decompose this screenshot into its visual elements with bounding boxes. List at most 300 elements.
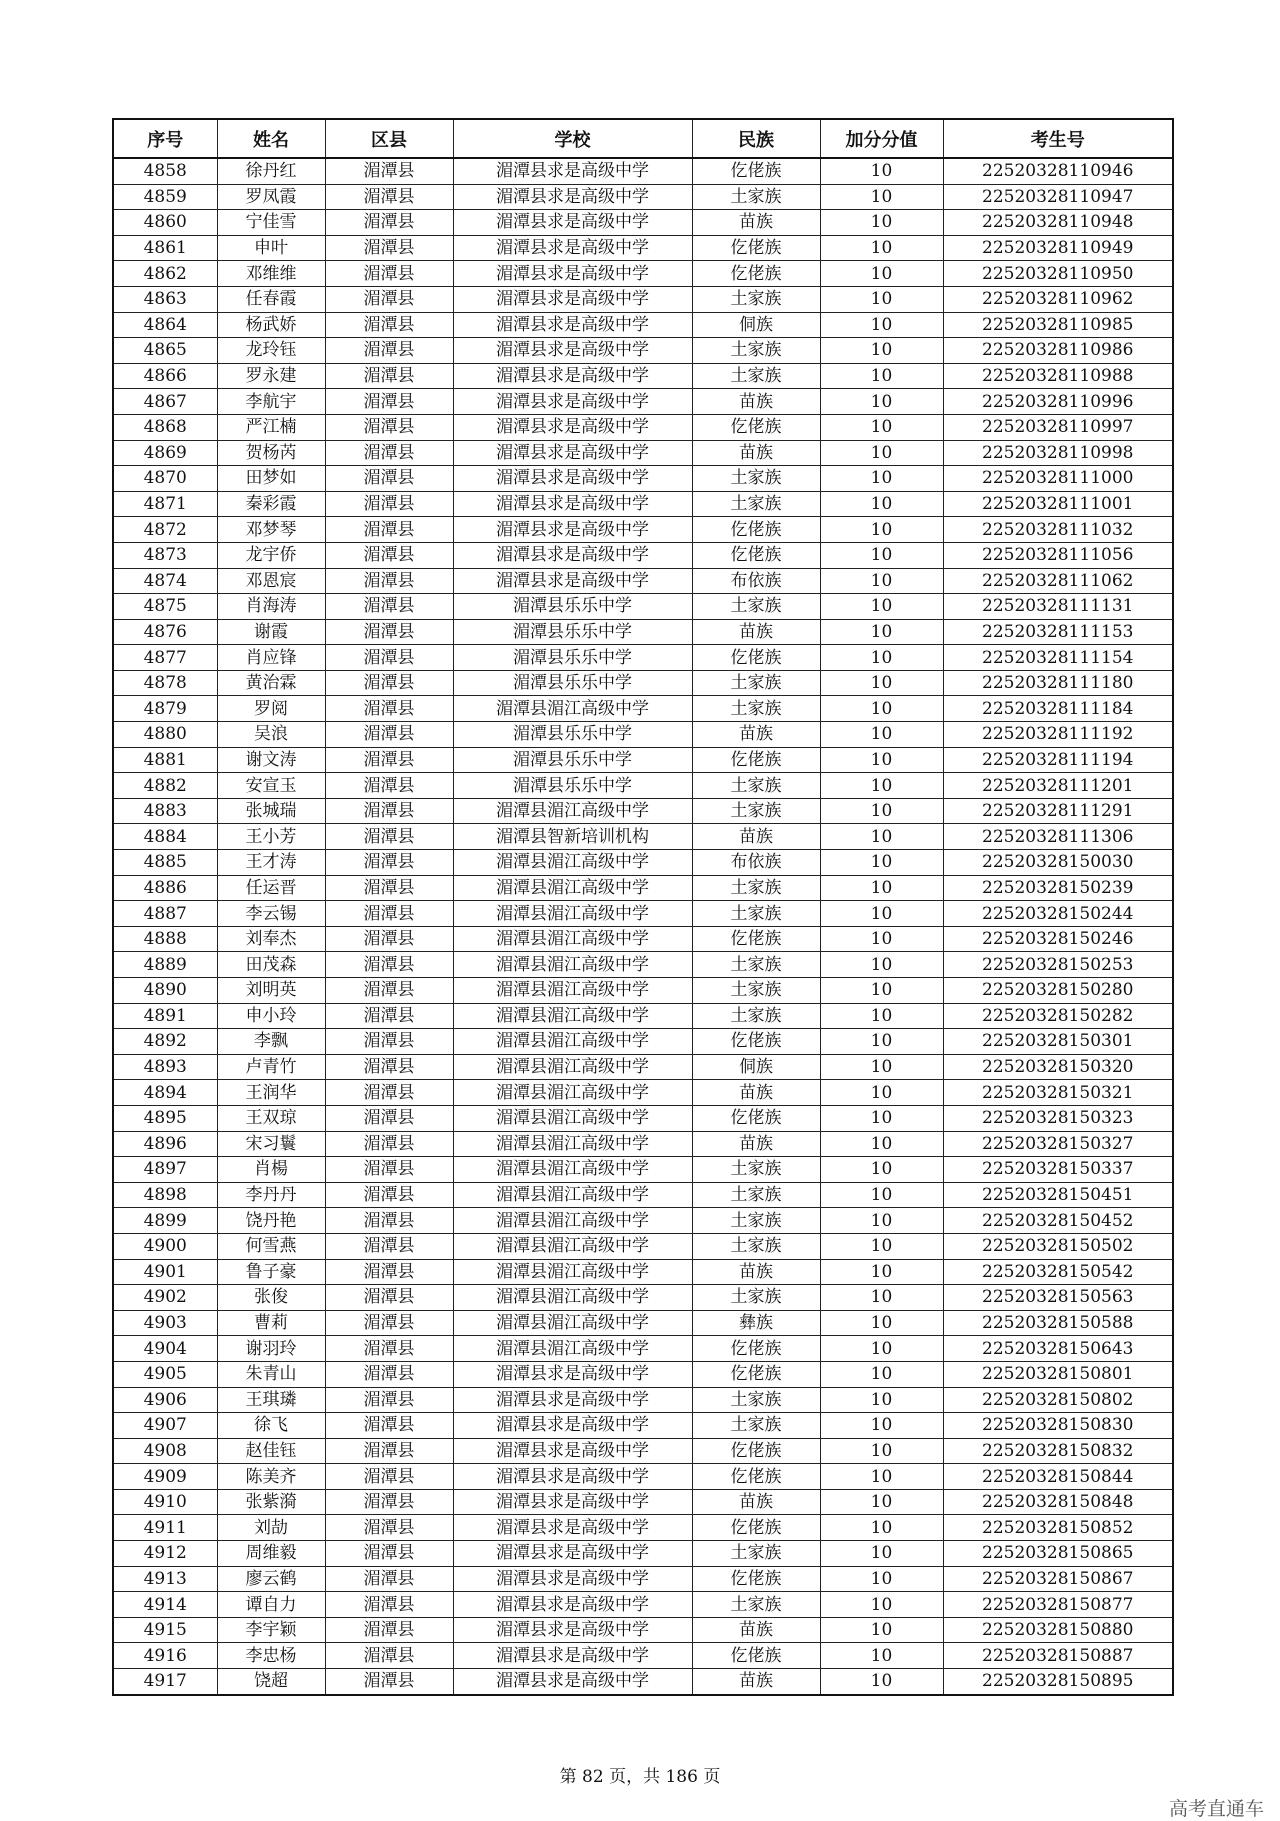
cell-index: 4876: [113, 619, 217, 645]
cell-county: 湄潭县: [325, 1617, 453, 1643]
cell-bonus-points: 10: [820, 1336, 943, 1362]
cell-name: 徐飞: [217, 1413, 325, 1439]
cell-exam-number: 22520328110946: [943, 158, 1173, 184]
cell-index: 4917: [113, 1669, 217, 1695]
cell-school: 湄潭县求是高级中学: [453, 363, 692, 389]
cell-ethnicity: 彝族: [692, 1310, 820, 1336]
table-row: [113, 926, 1173, 952]
cell-county: 湄潭县: [325, 338, 453, 364]
cell-ethnicity: 侗族: [692, 1054, 820, 1080]
cell-name: 宋习鬟: [217, 1131, 325, 1157]
cell-index: 4859: [113, 184, 217, 210]
table-row: [113, 414, 1173, 440]
cell-name: 曹莉: [217, 1310, 325, 1336]
cell-county: 湄潭县: [325, 491, 453, 517]
cell-name: 龙玲钰: [217, 338, 325, 364]
cell-bonus-points: 10: [820, 338, 943, 364]
table-row: [113, 1105, 1173, 1131]
cell-ethnicity: 仡佬族: [692, 1643, 820, 1669]
cell-name: 罗阅: [217, 696, 325, 722]
table-row: [113, 1489, 1173, 1515]
cell-ethnicity: 侗族: [692, 312, 820, 338]
cell-school: 湄潭县求是高级中学: [453, 466, 692, 492]
cell-county: 湄潭县: [325, 850, 453, 876]
cell-ethnicity: 仡佬族: [692, 414, 820, 440]
cell-bonus-points: 10: [820, 1387, 943, 1413]
table-row: [113, 1310, 1173, 1336]
cell-exam-number: 22520328150830: [943, 1413, 1173, 1439]
cell-county: 湄潭县: [325, 1157, 453, 1183]
cell-school: 湄潭县湄江高级中学: [453, 1285, 692, 1311]
cell-ethnicity: 土家族: [692, 1157, 820, 1183]
cell-exam-number: 22520328150865: [943, 1541, 1173, 1567]
cell-name: 饶丹艳: [217, 1208, 325, 1234]
cell-index: 4883: [113, 798, 217, 824]
cell-name: 刘奉杰: [217, 926, 325, 952]
cell-bonus-points: 10: [820, 286, 943, 312]
cell-name: 李忠杨: [217, 1643, 325, 1669]
cell-exam-number: 22520328111000: [943, 466, 1173, 492]
cell-exam-number: 22520328110986: [943, 338, 1173, 364]
cell-bonus-points: 10: [820, 978, 943, 1004]
cell-county: 湄潭县: [325, 1413, 453, 1439]
cell-exam-number: 22520328110947: [943, 184, 1173, 210]
cell-name: 刘劼: [217, 1515, 325, 1541]
table-row: [113, 1387, 1173, 1413]
cell-index: 4914: [113, 1592, 217, 1618]
cell-school: 湄潭县湄江高级中学: [453, 1131, 692, 1157]
column-header-index: 序号: [113, 119, 217, 158]
cell-county: 湄潭县: [325, 1438, 453, 1464]
cell-index: 4880: [113, 722, 217, 748]
cell-county: 湄潭县: [325, 1285, 453, 1311]
cell-exam-number: 22520328111001: [943, 491, 1173, 517]
cell-county: 湄潭县: [325, 926, 453, 952]
cell-index: 4863: [113, 286, 217, 312]
cell-index: 4911: [113, 1515, 217, 1541]
cell-index: 4898: [113, 1182, 217, 1208]
cell-exam-number: 22520328150867: [943, 1566, 1173, 1592]
table-row: [113, 824, 1173, 850]
cell-exam-number: 22520328111184: [943, 696, 1173, 722]
cell-index: 4900: [113, 1233, 217, 1259]
cell-county: 湄潭县: [325, 1080, 453, 1106]
cell-county: 湄潭县: [325, 1566, 453, 1592]
cell-ethnicity: 土家族: [692, 1413, 820, 1439]
cell-index: 4905: [113, 1361, 217, 1387]
table-row: [113, 1361, 1173, 1387]
cell-index: 4874: [113, 568, 217, 594]
cell-index: 4889: [113, 952, 217, 978]
table-row: [113, 1029, 1173, 1055]
cell-bonus-points: 10: [820, 184, 943, 210]
cell-county: 湄潭县: [325, 1464, 453, 1490]
cell-school: 湄潭县湄江高级中学: [453, 1208, 692, 1234]
cell-name: 饶超: [217, 1669, 325, 1695]
cell-school: 湄潭县求是高级中学: [453, 261, 692, 287]
table-row: [113, 1541, 1173, 1567]
cell-ethnicity: 土家族: [692, 798, 820, 824]
cell-school: 湄潭县乐乐中学: [453, 722, 692, 748]
cell-index: 4884: [113, 824, 217, 850]
cell-county: 湄潭县: [325, 1054, 453, 1080]
cell-name: 张俊: [217, 1285, 325, 1311]
cell-name: 李航宇: [217, 389, 325, 415]
cell-school: 湄潭县求是高级中学: [453, 1515, 692, 1541]
cell-index: 4862: [113, 261, 217, 287]
cell-bonus-points: 10: [820, 594, 943, 620]
cell-index: 4915: [113, 1617, 217, 1643]
cell-school: 湄潭县求是高级中学: [453, 338, 692, 364]
cell-bonus-points: 10: [820, 722, 943, 748]
cell-name: 王才涛: [217, 850, 325, 876]
cell-exam-number: 22520328111154: [943, 645, 1173, 671]
watermark-text: 高考直通车: [1168, 1798, 1264, 1820]
table-row: [113, 1285, 1173, 1311]
cell-ethnicity: 仡佬族: [692, 261, 820, 287]
cell-county: 湄潭县: [325, 158, 453, 184]
cell-school: 湄潭县求是高级中学: [453, 1361, 692, 1387]
cell-exam-number: 22520328111194: [943, 747, 1173, 773]
cell-name: 刘明英: [217, 978, 325, 1004]
cell-index: 4870: [113, 466, 217, 492]
cell-ethnicity: 布依族: [692, 850, 820, 876]
cell-bonus-points: 10: [820, 1669, 943, 1695]
cell-bonus-points: 10: [820, 517, 943, 543]
cell-name: 周维毅: [217, 1541, 325, 1567]
cell-bonus-points: 10: [820, 414, 943, 440]
cell-county: 湄潭县: [325, 1643, 453, 1669]
cell-exam-number: 22520328111032: [943, 517, 1173, 543]
cell-bonus-points: 10: [820, 1182, 943, 1208]
cell-ethnicity: 仡佬族: [692, 1566, 820, 1592]
cell-school: 湄潭县湄江高级中学: [453, 1182, 692, 1208]
cell-name: 李飘: [217, 1029, 325, 1055]
cell-name: 田梦如: [217, 466, 325, 492]
cell-school: 湄潭县求是高级中学: [453, 158, 692, 184]
cell-ethnicity: 仡佬族: [692, 747, 820, 773]
cell-exam-number: 22520328150280: [943, 978, 1173, 1004]
cell-school: 湄潭县湄江高级中学: [453, 901, 692, 927]
cell-school: 湄潭县湄江高级中学: [453, 798, 692, 824]
cell-county: 湄潭县: [325, 722, 453, 748]
cell-bonus-points: 10: [820, 1643, 943, 1669]
cell-ethnicity: 仡佬族: [692, 542, 820, 568]
table-row: [113, 978, 1173, 1004]
cell-ethnicity: 土家族: [692, 952, 820, 978]
cell-exam-number: 22520328110949: [943, 235, 1173, 261]
cell-name: 徐丹红: [217, 158, 325, 184]
cell-name: 李丹丹: [217, 1182, 325, 1208]
table-row: [113, 722, 1173, 748]
cell-county: 湄潭县: [325, 619, 453, 645]
cell-exam-number: 22520328150502: [943, 1233, 1173, 1259]
table-row: [113, 286, 1173, 312]
cell-county: 湄潭县: [325, 875, 453, 901]
cell-name: 龙宇侨: [217, 542, 325, 568]
table-row: [113, 184, 1173, 210]
cell-ethnicity: 苗族: [692, 1489, 820, 1515]
cell-school: 湄潭县求是高级中学: [453, 491, 692, 517]
cell-bonus-points: 10: [820, 389, 943, 415]
cell-exam-number: 22520328111192: [943, 722, 1173, 748]
table-row: [113, 542, 1173, 568]
cell-county: 湄潭县: [325, 824, 453, 850]
cell-school: 湄潭县求是高级中学: [453, 414, 692, 440]
cell-county: 湄潭县: [325, 286, 453, 312]
cell-name: 谭自力: [217, 1592, 325, 1618]
table-row: [113, 670, 1173, 696]
cell-name: 谢羽玲: [217, 1336, 325, 1362]
cell-county: 湄潭县: [325, 645, 453, 671]
table-row: [113, 1131, 1173, 1157]
cell-index: 4893: [113, 1054, 217, 1080]
cell-bonus-points: 10: [820, 1259, 943, 1285]
cell-county: 湄潭县: [325, 670, 453, 696]
table-row: [113, 1259, 1173, 1285]
cell-name: 肖海涛: [217, 594, 325, 620]
cell-county: 湄潭县: [325, 1669, 453, 1695]
cell-county: 湄潭县: [325, 1259, 453, 1285]
cell-bonus-points: 10: [820, 901, 943, 927]
cell-county: 湄潭县: [325, 542, 453, 568]
cell-index: 4907: [113, 1413, 217, 1439]
cell-index: 4894: [113, 1080, 217, 1106]
cell-index: 4895: [113, 1105, 217, 1131]
cell-bonus-points: 10: [820, 235, 943, 261]
cell-bonus-points: 10: [820, 466, 943, 492]
cell-ethnicity: 土家族: [692, 184, 820, 210]
cell-bonus-points: 10: [820, 1285, 943, 1311]
cell-ethnicity: 土家族: [692, 1285, 820, 1311]
cell-name: 陈美齐: [217, 1464, 325, 1490]
cell-school: 湄潭县求是高级中学: [453, 235, 692, 261]
cell-bonus-points: 10: [820, 1361, 943, 1387]
cell-ethnicity: 土家族: [692, 286, 820, 312]
cell-county: 湄潭县: [325, 1233, 453, 1259]
cell-name: 卢青竹: [217, 1054, 325, 1080]
cell-index: 4879: [113, 696, 217, 722]
cell-index: 4872: [113, 517, 217, 543]
cell-school: 湄潭县求是高级中学: [453, 1617, 692, 1643]
cell-index: 4908: [113, 1438, 217, 1464]
cell-index: 4858: [113, 158, 217, 184]
cell-county: 湄潭县: [325, 1541, 453, 1567]
cell-bonus-points: 10: [820, 1617, 943, 1643]
cell-name: 何雪燕: [217, 1233, 325, 1259]
cell-name: 罗凤霞: [217, 184, 325, 210]
cell-school: 湄潭县求是高级中学: [453, 542, 692, 568]
column-header-county: 区县: [325, 119, 453, 158]
cell-index: 4877: [113, 645, 217, 671]
cell-county: 湄潭县: [325, 1208, 453, 1234]
cell-name: 鲁子豪: [217, 1259, 325, 1285]
cell-exam-number: 22520328110950: [943, 261, 1173, 287]
cell-name: 秦彩霞: [217, 491, 325, 517]
cell-ethnicity: 苗族: [692, 1617, 820, 1643]
cell-school: 湄潭县乐乐中学: [453, 619, 692, 645]
cell-name: 张城瑞: [217, 798, 325, 824]
cell-exam-number: 22520328150542: [943, 1259, 1173, 1285]
cell-school: 湄潭县湄江高级中学: [453, 1259, 692, 1285]
cell-exam-number: 22520328111131: [943, 594, 1173, 620]
cell-index: 4869: [113, 440, 217, 466]
cell-ethnicity: 苗族: [692, 619, 820, 645]
cell-county: 湄潭县: [325, 798, 453, 824]
cell-index: 4892: [113, 1029, 217, 1055]
cell-school: 湄潭县求是高级中学: [453, 389, 692, 415]
cell-exam-number: 22520328150588: [943, 1310, 1173, 1336]
cell-ethnicity: 苗族: [692, 389, 820, 415]
cell-bonus-points: 10: [820, 645, 943, 671]
cell-exam-number: 22520328111153: [943, 619, 1173, 645]
table-row: [113, 952, 1173, 978]
table-row: [113, 491, 1173, 517]
cell-bonus-points: 10: [820, 1105, 943, 1131]
cell-county: 湄潭县: [325, 1131, 453, 1157]
cell-county: 湄潭县: [325, 1182, 453, 1208]
cell-index: 4871: [113, 491, 217, 517]
cell-school: 湄潭县乐乐中学: [453, 645, 692, 671]
cell-index: 4904: [113, 1336, 217, 1362]
cell-name: 李云锡: [217, 901, 325, 927]
cell-exam-number: 22520328150844: [943, 1464, 1173, 1490]
cell-bonus-points: 10: [820, 773, 943, 799]
table-row: [113, 1054, 1173, 1080]
cell-name: 王双琼: [217, 1105, 325, 1131]
cell-ethnicity: 土家族: [692, 1233, 820, 1259]
cell-exam-number: 22520328111056: [943, 542, 1173, 568]
cell-name: 邓梦琴: [217, 517, 325, 543]
cell-school: 湄潭县求是高级中学: [453, 1387, 692, 1413]
cell-ethnicity: 苗族: [692, 1131, 820, 1157]
cell-county: 湄潭县: [325, 1336, 453, 1362]
cell-exam-number: 22520328110962: [943, 286, 1173, 312]
cell-bonus-points: 10: [820, 747, 943, 773]
cell-exam-number: 22520328150801: [943, 1361, 1173, 1387]
cell-school: 湄潭县乐乐中学: [453, 747, 692, 773]
cell-exam-number: 22520328150832: [943, 1438, 1173, 1464]
cell-ethnicity: 仡佬族: [692, 1515, 820, 1541]
cell-county: 湄潭县: [325, 978, 453, 1004]
cell-school: 湄潭县乐乐中学: [453, 670, 692, 696]
cell-county: 湄潭县: [325, 210, 453, 236]
cell-name: 任春霞: [217, 286, 325, 312]
cell-school: 湄潭县求是高级中学: [453, 286, 692, 312]
cell-county: 湄潭县: [325, 517, 453, 543]
cell-index: 4897: [113, 1157, 217, 1183]
table-row: [113, 1669, 1173, 1695]
cell-index: 4882: [113, 773, 217, 799]
cell-ethnicity: 仡佬族: [692, 158, 820, 184]
cell-school: 湄潭县求是高级中学: [453, 1438, 692, 1464]
cell-county: 湄潭县: [325, 414, 453, 440]
cell-school: 湄潭县湄江高级中学: [453, 978, 692, 1004]
cell-county: 湄潭县: [325, 312, 453, 338]
cell-name: 安宣玉: [217, 773, 325, 799]
cell-index: 4916: [113, 1643, 217, 1669]
cell-name: 肖楊: [217, 1157, 325, 1183]
cell-exam-number: 22520328110996: [943, 389, 1173, 415]
cell-name: 王润华: [217, 1080, 325, 1106]
column-header-exam-number: 考生号: [943, 119, 1173, 158]
cell-index: 4865: [113, 338, 217, 364]
cell-school: 湄潭县求是高级中学: [453, 312, 692, 338]
cell-index: 4885: [113, 850, 217, 876]
cell-name: 谢霞: [217, 619, 325, 645]
cell-bonus-points: 10: [820, 1080, 943, 1106]
cell-exam-number: 22520328150320: [943, 1054, 1173, 1080]
cell-county: 湄潭县: [325, 389, 453, 415]
cell-bonus-points: 10: [820, 875, 943, 901]
cell-bonus-points: 10: [820, 312, 943, 338]
cell-name: 杨武娇: [217, 312, 325, 338]
cell-school: 湄潭县求是高级中学: [453, 1643, 692, 1669]
cell-ethnicity: 土家族: [692, 338, 820, 364]
cell-exam-number: 22520328111062: [943, 568, 1173, 594]
cell-school: 湄潭县湄江高级中学: [453, 926, 692, 952]
cell-ethnicity: 仡佬族: [692, 1361, 820, 1387]
cell-county: 湄潭县: [325, 466, 453, 492]
cell-name: 田茂森: [217, 952, 325, 978]
cell-school: 湄潭县湄江高级中学: [453, 1310, 692, 1336]
cell-ethnicity: 苗族: [692, 1259, 820, 1285]
cell-ethnicity: 土家族: [692, 875, 820, 901]
cell-school: 湄潭县湄江高级中学: [453, 696, 692, 722]
cell-county: 湄潭县: [325, 747, 453, 773]
cell-school: 湄潭县湄江高级中学: [453, 1233, 692, 1259]
cell-school: 湄潭县求是高级中学: [453, 1489, 692, 1515]
table-row: [113, 1438, 1173, 1464]
cell-name: 吴浪: [217, 722, 325, 748]
cell-exam-number: 22520328110948: [943, 210, 1173, 236]
cell-ethnicity: 仡佬族: [692, 1438, 820, 1464]
cell-bonus-points: 10: [820, 1464, 943, 1490]
cell-school: 湄潭县湄江高级中学: [453, 1080, 692, 1106]
table-row: [113, 1643, 1173, 1669]
cell-school: 湄潭县求是高级中学: [453, 1566, 692, 1592]
cell-index: 4873: [113, 542, 217, 568]
table-row: [113, 773, 1173, 799]
cell-exam-number: 22520328150563: [943, 1285, 1173, 1311]
cell-county: 湄潭县: [325, 1029, 453, 1055]
cell-index: 4902: [113, 1285, 217, 1311]
cell-exam-number: 22520328150239: [943, 875, 1173, 901]
table-row: [113, 798, 1173, 824]
cell-bonus-points: 10: [820, 798, 943, 824]
cell-ethnicity: 仡佬族: [692, 926, 820, 952]
cell-school: 湄潭县湄江高级中学: [453, 875, 692, 901]
cell-ethnicity: 土家族: [692, 901, 820, 927]
table-row: [113, 338, 1173, 364]
cell-school: 湄潭县乐乐中学: [453, 594, 692, 620]
cell-school: 湄潭县求是高级中学: [453, 1541, 692, 1567]
cell-index: 4896: [113, 1131, 217, 1157]
table-row: [113, 389, 1173, 415]
cell-index: 4910: [113, 1489, 217, 1515]
cell-school: 湄潭县求是高级中学: [453, 210, 692, 236]
cell-ethnicity: 仡佬族: [692, 1105, 820, 1131]
cell-bonus-points: 10: [820, 1157, 943, 1183]
cell-name: 罗永建: [217, 363, 325, 389]
cell-exam-number: 22520328111291: [943, 798, 1173, 824]
table-row: [113, 1157, 1173, 1183]
table-row: [113, 210, 1173, 236]
cell-name: 肖应锋: [217, 645, 325, 671]
cell-exam-number: 22520328110997: [943, 414, 1173, 440]
cell-bonus-points: 10: [820, 1413, 943, 1439]
cell-bonus-points: 10: [820, 1566, 943, 1592]
